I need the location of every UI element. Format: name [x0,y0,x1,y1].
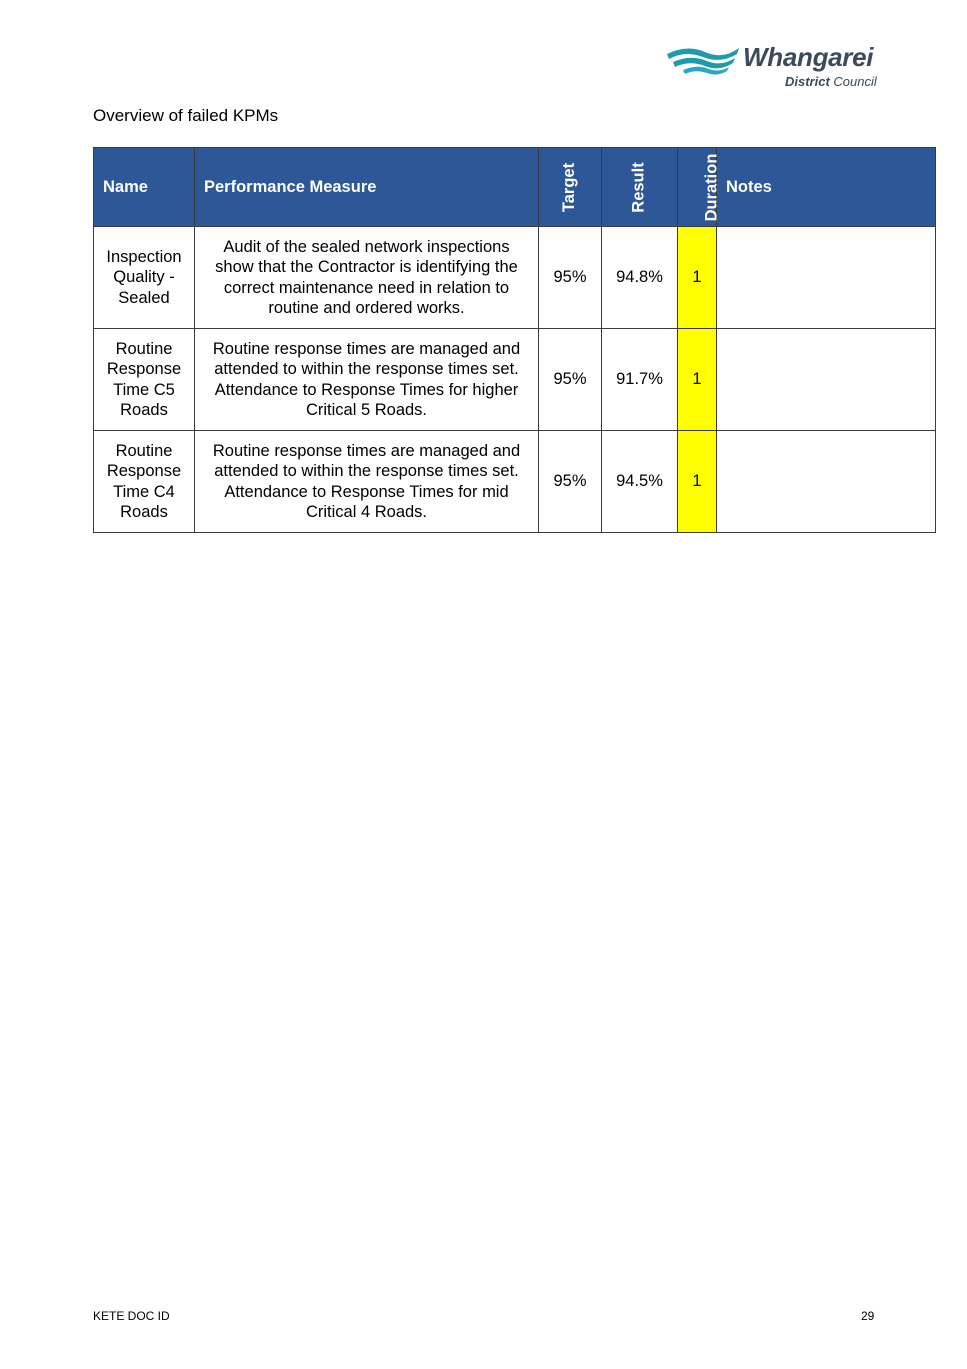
cell-duration: 1 [678,329,717,431]
table-row [94,227,936,329]
cell-notes [717,431,936,533]
header-result [602,148,678,227]
header-duration [678,148,721,227]
cell-name [94,431,195,533]
table-header-row [94,148,936,227]
logo-sub-bold: District [785,74,830,89]
logo-brand-text: Whangarei [743,42,874,72]
cell-duration: 1 [678,431,717,533]
wave-logo-icon [665,42,741,78]
cell-measure [195,431,539,533]
cell-duration: 1 [678,227,717,329]
header-name: Name [94,148,195,227]
section-heading: Overview of failed KPMs [93,106,279,125]
failed-kpm-table [93,147,936,533]
cell-measure-text: Routine response times are managed and attended to within the response times set. Attendance to Response Times for mid Critical 4 Roads. [212,441,521,521]
header-result-label: Result [630,161,648,213]
header-performance-measure: Performance Measure [195,148,539,227]
footer-page-number: 29 [861,1309,875,1323]
cell-measure [195,227,539,329]
logo-sub-rest: Council [833,74,877,89]
table-row [94,329,936,431]
header-notes: Notes [717,148,936,227]
logo-sub-text [785,74,877,89]
cell-target: 95% [539,329,602,431]
cell-name [94,227,195,329]
header-duration-label: Duration [702,153,721,221]
cell-notes [717,227,936,329]
cell-name [94,329,195,431]
cell-measure [195,329,539,431]
cell-result: 94.5% [602,431,678,533]
cell-notes [717,329,936,431]
council-logo [665,40,885,92]
header-target [539,148,602,227]
cell-name-text: Routine Response Time C5 Roads [106,339,182,419]
cell-target: 95% [539,227,602,329]
table-row [94,431,936,533]
header-target-label: Target [560,162,579,212]
cell-name-text: Routine Response Time C4 Roads [106,441,182,521]
footer-doc-id: KETE DOC ID [93,1309,170,1323]
cell-target: 95% [539,431,602,533]
cell-measure-text: Audit of the sealed network inspections show that the Contractor is identifying the correct maintenance need in relation to routine and ordered works. [215,237,518,317]
cell-result: 94.8% [602,227,678,329]
cell-measure-text: Routine response times are managed and attended to within the response times set. Attendance to Response Times for higher Critical 5 Roads. [212,339,521,419]
cell-name-text: Inspection Quality - Sealed [106,247,182,307]
cell-result: 91.7% [602,329,678,431]
